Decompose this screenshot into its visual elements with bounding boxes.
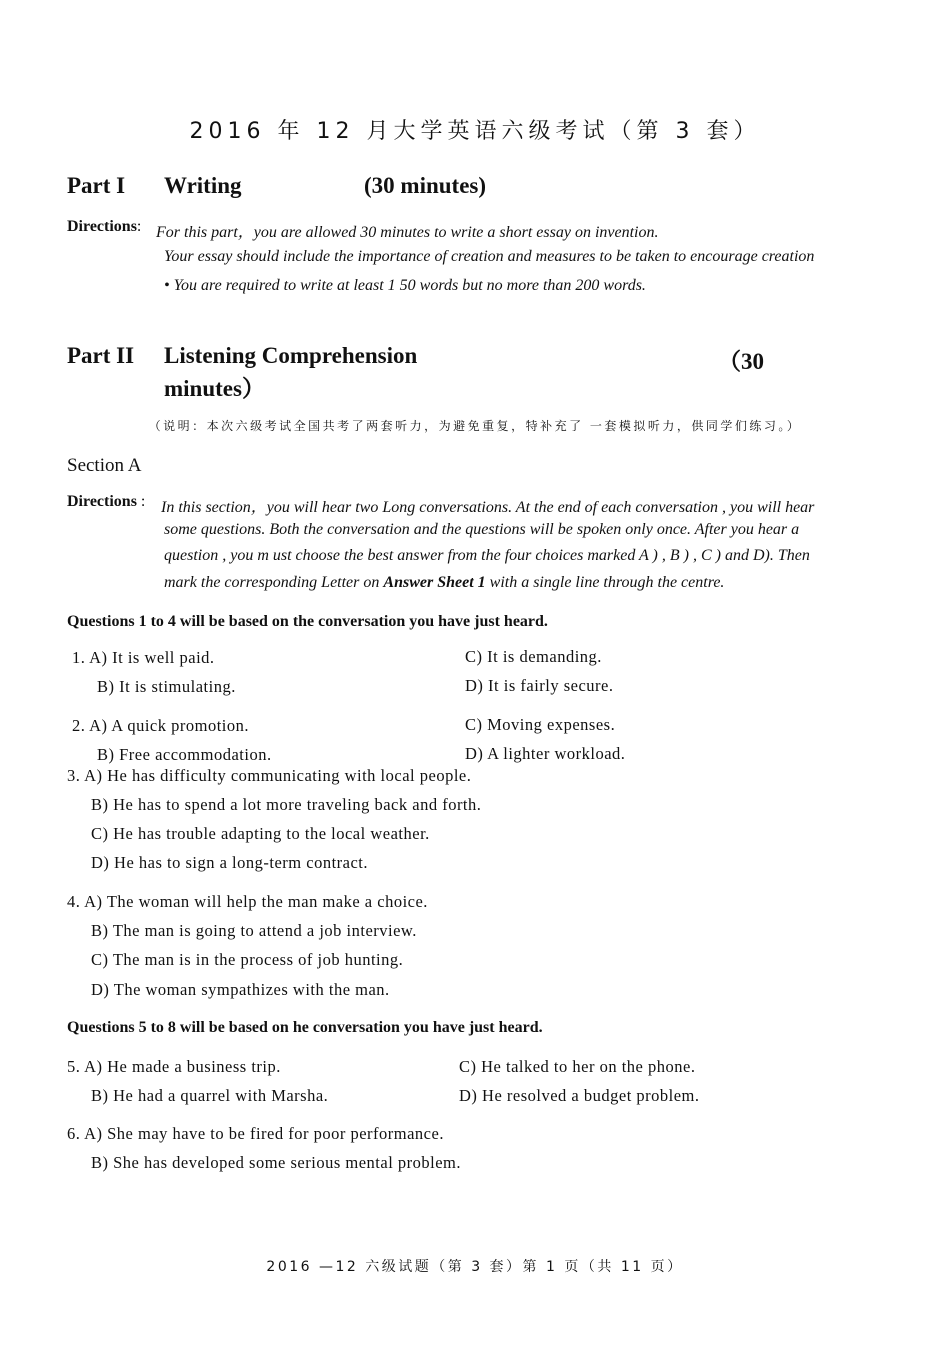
part1-time: (30 minutes) xyxy=(364,173,487,198)
group-2-heading: Questions 5 to 8 will be based on he conversation you have just heard. xyxy=(67,1019,543,1036)
q1-option-b: B) It is stimulating. xyxy=(97,677,236,696)
q2-option-b: B) Free accommodation. xyxy=(97,745,272,764)
q6-option-b: B) She has developed some serious mental problem. xyxy=(91,1153,462,1172)
part2-time-end: minutes） xyxy=(164,376,265,401)
directions-colon: : xyxy=(136,218,142,235)
q2-option-a: 2. A) A quick promotion. xyxy=(72,716,249,735)
directions-text: with a single line through the centre. xyxy=(485,574,725,591)
q3-option-d: D) He has to sign a long-term contract. xyxy=(91,853,369,872)
q4-option-a: 4. A) The woman will help the man make a choice. xyxy=(67,892,428,911)
group-1-heading: Questions 1 to 4 will be based on the conversation you have just heard. xyxy=(67,613,548,630)
part1-directions-label xyxy=(67,218,141,236)
q3-option-a: 3. A) He has difficulty communicating with local people. xyxy=(67,766,472,785)
part2-label: Part II xyxy=(67,343,135,368)
section-a-directions-line-3: question , you m ust choose the best answer from the four choices marked A ) , B ) , C ) and D). Then xyxy=(164,547,810,564)
section-a-title: Section A xyxy=(67,455,142,476)
section-a-directions-line-4 xyxy=(164,574,724,592)
directions-word: Directions xyxy=(67,493,137,510)
q5-option-c: C) He talked to her on the phone. xyxy=(459,1057,696,1076)
q3-option-c: C) He has trouble adapting to the local weather. xyxy=(91,824,430,843)
directions-word: Directions xyxy=(67,218,137,235)
q5-option-b: B) He had a quarrel with Marsha. xyxy=(91,1086,329,1105)
listening-note: （说明：本次六级考试全国共考了两套听力，为避免重复，特补充了 一套模拟听力，供同学们练习。） xyxy=(148,419,802,433)
q1-option-c: C) It is demanding. xyxy=(465,647,602,666)
directions-colon: : xyxy=(140,493,146,510)
q4-option-c: C) The man is in the process of job hunting. xyxy=(91,950,404,969)
q5-option-a: 5. A) He made a business trip. xyxy=(67,1057,281,1076)
page-title: 2016 年 12 月大学英语六级考试（第 3 套） xyxy=(189,119,761,144)
section-a-directions-line-2: some questions. Both the conversation and the questions will be spoken only once. After you hear a xyxy=(164,521,800,538)
q2-option-c: C) Moving expenses. xyxy=(465,715,616,734)
part1-label: Part I xyxy=(67,173,126,198)
section-a-directions-line-1: In this section，you will hear two Long conversations. At the end of each conversation , you will hear xyxy=(161,499,815,516)
page-footer: 2016 —12 六级试题（第 3 套）第 1 页（共 11 页） xyxy=(266,1259,684,1275)
part2-name: Listening Comprehension xyxy=(164,343,418,368)
q5-option-d: D) He resolved a budget problem. xyxy=(459,1086,700,1105)
part2-time-start: （30 xyxy=(718,349,764,374)
answer-sheet-label: Answer Sheet 1 xyxy=(383,574,486,591)
directions-text: mark the corresponding Letter on xyxy=(164,574,384,591)
section-a-directions-label xyxy=(67,493,145,511)
q3-option-b: B) He has to spend a lot more traveling back and forth. xyxy=(91,795,482,814)
part1-directions-line-2: Your essay should include the importance of creation and measures to be taken to encourage creation xyxy=(164,248,815,265)
q4-option-d: D) The woman sympathizes with the man. xyxy=(91,980,390,999)
q2-option-d: D) A lighter workload. xyxy=(465,744,626,763)
part1-name: Writing xyxy=(164,173,242,198)
q1-option-a: 1. A) It is well paid. xyxy=(72,648,215,667)
q1-option-d: D) It is fairly secure. xyxy=(465,676,614,695)
q4-option-b: B) The man is going to attend a job interview. xyxy=(91,921,417,940)
q6-option-a: 6. A) She may have to be fired for poor performance. xyxy=(67,1124,444,1143)
part1-directions-line-3: • You are required to write at least 1 50 words but no more than 200 words. xyxy=(164,277,646,294)
part1-directions-line-1: For this part，you are allowed 30 minutes to write a short essay on invention. xyxy=(156,224,659,241)
